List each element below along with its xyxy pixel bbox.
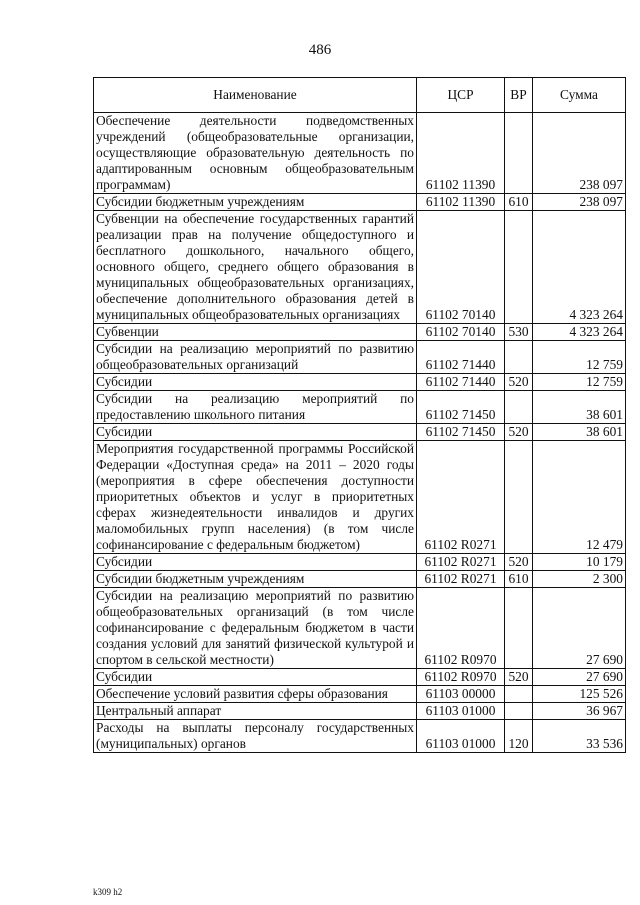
row-csr-cell: 61102 70140 <box>417 324 505 341</box>
row-vr-cell <box>505 113 533 194</box>
row-name-cell: Субсидии на реализацию мероприятий по развитию общеобразовательных организаций <box>94 341 417 374</box>
row-vr-cell: 520 <box>505 424 533 441</box>
table-row <box>94 424 626 441</box>
row-sum-cell: 4 323 264 <box>533 324 626 341</box>
row-vr-cell: 610 <box>505 571 533 588</box>
row-name-cell: Субвенции <box>94 324 417 341</box>
row-name-cell: Субсидии <box>94 424 417 441</box>
row-csr-cell: 61103 01000 <box>417 703 505 720</box>
row-csr-cell: 61102 71440 <box>417 374 505 391</box>
row-csr-cell: 61103 00000 <box>417 686 505 703</box>
row-csr-cell: 61102 11390 <box>417 194 505 211</box>
row-csr-cell: 61102 71450 <box>417 391 505 424</box>
row-name-cell: Обеспечение деятельности подведомственных учреждений (общеобразовательные организации, осуществляющие образовательную деятельность по адаптированным основным общеобразовательным программам) <box>94 113 417 194</box>
row-vr-cell <box>505 341 533 374</box>
row-sum-cell: 238 097 <box>533 194 626 211</box>
table-row <box>94 341 626 374</box>
table-row <box>94 391 626 424</box>
table-row <box>94 211 626 324</box>
row-name-cell: Мероприятия государственной программы Российской Федерации «Доступная среда» на 2011 – 2020 годы (мероприятия в сфере обеспечения доступности приоритетных объектов и услуг в приоритетных сферах жизнедеятельности инвалидов и других маломобильных групп населения) (в том числе софинансирование с федеральным бюджетом) <box>94 441 417 554</box>
row-name-cell: Субсидии <box>94 374 417 391</box>
row-sum-cell: 27 690 <box>533 669 626 686</box>
row-csr-cell: 61102 70140 <box>417 211 505 324</box>
row-sum-cell: 12 759 <box>533 341 626 374</box>
row-vr-cell <box>505 441 533 554</box>
row-csr-cell: 61102 71450 <box>417 424 505 441</box>
header-name: Наименование <box>94 78 417 113</box>
table-row <box>94 571 626 588</box>
row-csr-cell: 61102 11390 <box>417 113 505 194</box>
table-row <box>94 441 626 554</box>
row-name-cell: Расходы на выплаты персоналу государственных (муниципальных) органов <box>94 720 417 753</box>
row-vr-cell: 520 <box>505 374 533 391</box>
row-sum-cell: 27 690 <box>533 588 626 669</box>
table-row <box>94 686 626 703</box>
row-csr-cell: 61102 R0271 <box>417 441 505 554</box>
table-row <box>94 720 626 753</box>
row-name-cell: Субсидии бюджетным учреждениям <box>94 194 417 211</box>
row-csr-cell: 61102 R0970 <box>417 669 505 686</box>
row-vr-cell <box>505 588 533 669</box>
row-sum-cell: 33 536 <box>533 720 626 753</box>
row-vr-cell <box>505 703 533 720</box>
row-csr-cell: 61102 R0970 <box>417 588 505 669</box>
row-name-cell: Субсидии бюджетным учреждениям <box>94 571 417 588</box>
header-sum: Сумма <box>533 78 626 113</box>
table-row <box>94 703 626 720</box>
row-sum-cell: 36 967 <box>533 703 626 720</box>
table-row <box>94 669 626 686</box>
table-row <box>94 374 626 391</box>
table-header-row <box>94 78 626 113</box>
table-row <box>94 194 626 211</box>
row-sum-cell: 10 179 <box>533 554 626 571</box>
row-vr-cell <box>505 211 533 324</box>
table-row <box>94 588 626 669</box>
row-name-cell: Субвенции на обеспечение государственных гарантий реализации прав на получение общедоступного и бесплатного дошкольного, начального общего, основного общего, среднего общего образования в муниципальных общеобразовательных организациях, обеспечение дополнительного образования детей в муниципальных общеобразовательных организациях <box>94 211 417 324</box>
row-sum-cell: 38 601 <box>533 391 626 424</box>
row-sum-cell: 12 479 <box>533 441 626 554</box>
table-body <box>94 113 626 753</box>
row-vr-cell: 520 <box>505 669 533 686</box>
row-csr-cell: 61103 01000 <box>417 720 505 753</box>
row-name-cell: Субсидии на реализацию мероприятий по развитию общеобразовательных организаций (в том числе софинансирование с федеральным бюджетом в части создания условий для занятий физической культурой и спортом в сельской местности) <box>94 588 417 669</box>
budget-table <box>93 77 626 753</box>
row-name-cell: Субсидии на реализацию мероприятий по предоставлению школьного питания <box>94 391 417 424</box>
header-vr: ВР <box>505 78 533 113</box>
table-row <box>94 324 626 341</box>
row-vr-cell: 610 <box>505 194 533 211</box>
row-sum-cell: 238 097 <box>533 113 626 194</box>
row-csr-cell: 61102 R0271 <box>417 554 505 571</box>
row-csr-cell: 61102 R0271 <box>417 571 505 588</box>
row-vr-cell: 120 <box>505 720 533 753</box>
footer-code: k309 h2 <box>93 887 123 897</box>
row-vr-cell <box>505 391 533 424</box>
row-csr-cell: 61102 71440 <box>417 341 505 374</box>
row-vr-cell: 520 <box>505 554 533 571</box>
row-name-cell: Субсидии <box>94 554 417 571</box>
row-sum-cell: 12 759 <box>533 374 626 391</box>
table-row <box>94 554 626 571</box>
header-csr: ЦСР <box>417 78 505 113</box>
row-sum-cell: 4 323 264 <box>533 211 626 324</box>
table-row <box>94 113 626 194</box>
row-sum-cell: 38 601 <box>533 424 626 441</box>
row-name-cell: Обеспечение условий развития сферы образования <box>94 686 417 703</box>
row-sum-cell: 2 300 <box>533 571 626 588</box>
row-vr-cell: 530 <box>505 324 533 341</box>
row-sum-cell: 125 526 <box>533 686 626 703</box>
row-name-cell: Субсидии <box>94 669 417 686</box>
page-number: 486 <box>308 42 332 58</box>
row-vr-cell <box>505 686 533 703</box>
row-name-cell: Центральный аппарат <box>94 703 417 720</box>
